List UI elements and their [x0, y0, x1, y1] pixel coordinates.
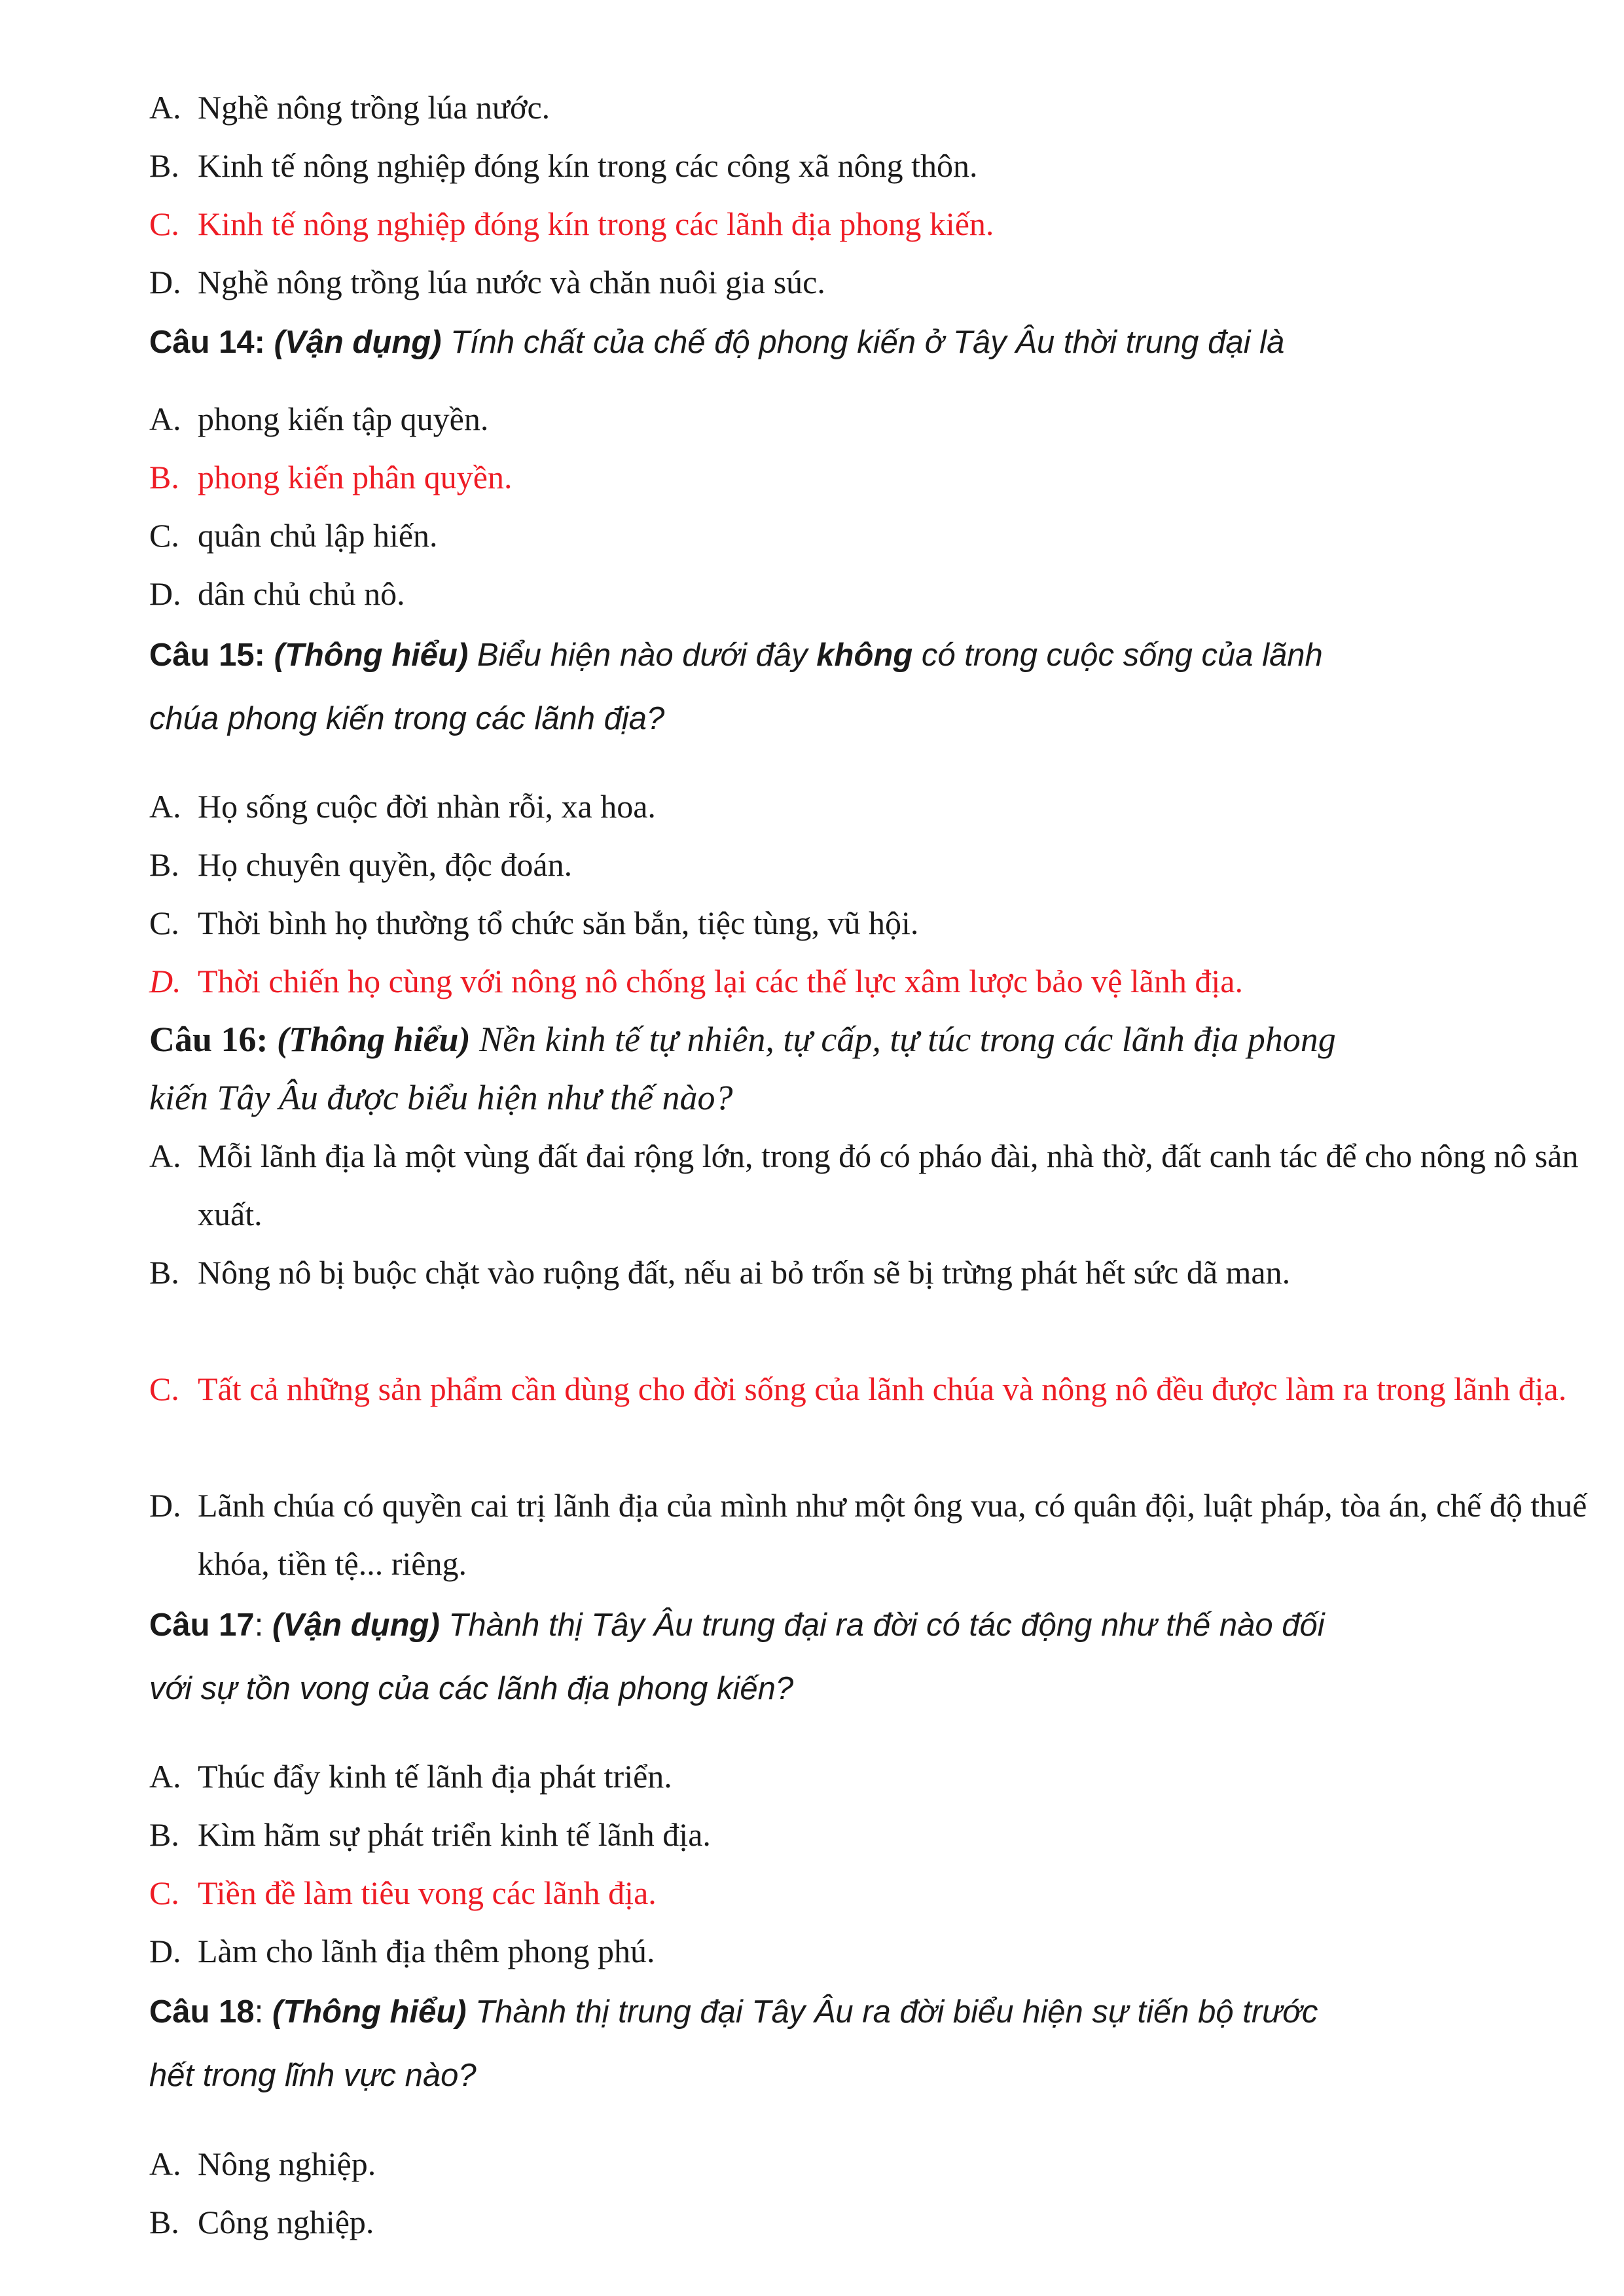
q15-option-c: C. Thời bình họ thường tổ chức săn bắn, tiệc tùng, vũ hội.: [149, 905, 919, 941]
q14-question: Câu 14: (Vận dụng) Tính chất của chế độ phong kiến ở Tây Âu thời trung đại là: [149, 325, 1285, 360]
q15-question: Câu 15: (Thông hiểu) Biểu hiện nào dưới đây không có trong cuộc sống của lãnh chúa phong kiến trong các lãnh địa?: [149, 637, 1323, 736]
q13-option-a: A. Nghề nông trồng lúa nước.: [149, 89, 550, 126]
q17-option-c-answer: C. Tiền đề làm tiêu vong các lãnh địa.: [149, 1874, 657, 1911]
q17-option-a: A. Thúc đẩy kinh tế lãnh địa phát triển.: [149, 1758, 672, 1795]
q15-option-a: A. Họ sống cuộc đời nhàn rỗi, xa hoa.: [149, 788, 656, 825]
q18-question: Câu 18: (Thông hiểu) Thành thị trung đại Tây Âu ra đời biểu hiện sự tiến bộ trước hết trong lĩnh vực nào?: [149, 1994, 1318, 2093]
q17-option-d: D. Làm cho lãnh địa thêm phong phú.: [149, 1933, 655, 1969]
q16-question: Câu 16: (Thông hiểu) Nền kinh tế tự nhiên, tự cấp, tự túc trong các lãnh địa phong kiến Tây Âu được biểu hiện như thế nào?: [149, 1020, 1336, 1117]
q17-question: Câu 17: (Vận dụng) Thành thị Tây Âu trung đại ra đời có tác động như thế nào đối với sự tồn vong của các lãnh địa phong kiến?: [149, 1607, 1325, 1706]
q14-option-b-answer: B. phong kiến phân quyền.: [149, 459, 513, 495]
q16-option-c-answer: C. Tất cả những sản phẩm cần dùng cho đời sống của lãnh chúa và nông nô đều được làm ra trong lãnh địa.: [149, 1371, 1567, 1407]
q16-option-d: D. Lãnh chúa có quyền cai trị lãnh địa của mình như một ông vua, có quân đội, luật pháp, tòa án, chế độ thuế khóa, tiền tệ... riêng.: [149, 1487, 1587, 1582]
q16-option-a: A. Mỗi lãnh địa là một vùng đất đai rộng lớn, trong đó có pháo đài, nhà thờ, đất canh tác để cho nông nô sản xuất.: [149, 1138, 1579, 1232]
q14-option-c: C. quân chủ lập hiến.: [149, 517, 438, 554]
q17-option-b: B. Kìm hãm sự phát triển kinh tế lãnh địa.: [149, 1816, 711, 1853]
q13-option-d: D. Nghề nông trồng lúa nước và chăn nuôi gia súc.: [149, 264, 825, 300]
q15-option-d-answer: D. Thời chiến họ cùng với nông nô chống lại các thế lực xâm lược bảo vệ lãnh địa.: [149, 963, 1243, 999]
q14-option-d: D. dân chủ chủ nô.: [149, 575, 405, 612]
q13-option-c-answer: C. Kinh tế nông nghiệp đóng kín trong các lãnh địa phong kiến.: [149, 206, 994, 242]
q13-option-b: B. Kinh tế nông nghiệp đóng kín trong các công xã nông thôn.: [149, 147, 978, 184]
q14-option-a: A. phong kiến tập quyền.: [149, 401, 489, 437]
q18-option-b: B. Công nghiệp.: [149, 2204, 374, 2240]
q15-option-b: B. Họ chuyên quyền, độc đoán.: [149, 846, 573, 883]
q18-option-a: A. Nông nghiệp.: [149, 2145, 376, 2182]
q16-option-b: B. Nông nô bị buộc chặt vào ruộng đất, nếu ai bỏ trốn sẽ bị trừng phát hết sức dã man.: [149, 1254, 1291, 1291]
